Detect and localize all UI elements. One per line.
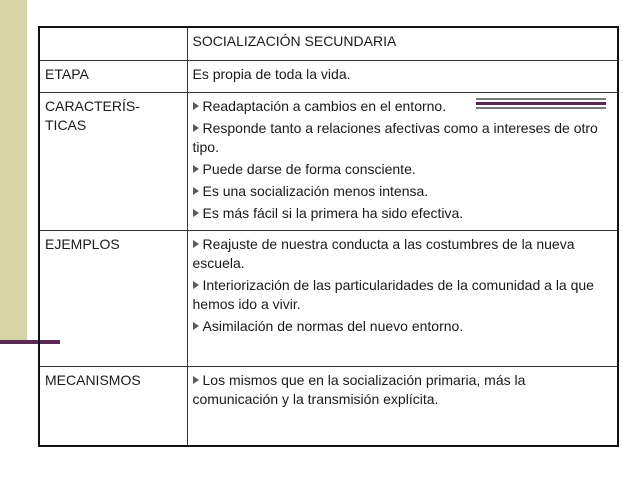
- triangle-bullet-icon: [193, 187, 199, 195]
- row-text-etapa: Es propia de toda la vida.: [187, 61, 618, 93]
- row-label-caracteristicas: [39, 93, 187, 231]
- table-row-ejemplos: [39, 231, 618, 367]
- list-item-text: Los mismos que en la socialización primaria, más la comunicación y la transmisión explícita.: [192, 372, 526, 407]
- list-item: [193, 276, 613, 314]
- label-text: CARACTERÍS- TICAS: [45, 98, 140, 133]
- list-item: [193, 119, 613, 157]
- list-item-text: Responde tanto a relaciones afectivas como a intereses de otro tipo.: [192, 120, 598, 155]
- triangle-bullet-icon: [193, 240, 199, 248]
- list-item-text: Readaptación a cambios en el entorno.: [202, 98, 447, 114]
- table-row-etapa: [39, 61, 618, 93]
- list-item: [193, 204, 613, 223]
- list-item: [193, 371, 613, 409]
- list-item-text: Reajuste de nuestra conducta a las costumbres de la nueva escuela.: [192, 236, 575, 271]
- header-empty-cell: [39, 27, 187, 61]
- row-label-mecanismos: MECANISMOS: [39, 367, 187, 447]
- row-label-ejemplos: EJEMPLOS: [39, 231, 187, 367]
- triangle-bullet-icon: [193, 124, 199, 132]
- list-item: [193, 317, 613, 336]
- decorative-strikethrough-lines: [476, 98, 606, 110]
- row-label-etapa: ETAPA: [39, 61, 187, 93]
- list-item: [193, 182, 613, 201]
- table-header-row: [39, 27, 618, 61]
- decorative-line: [476, 102, 606, 105]
- list-item-text: Asimilación de normas del nuevo entorno.: [202, 318, 464, 334]
- triangle-bullet-icon: [193, 376, 199, 384]
- table-row-mecanismos: [39, 367, 618, 447]
- list-item-text: Es una socialización menos intensa.: [202, 183, 429, 199]
- list-item-text: Interiorización de las particularidades de la comunidad a la que hemos ido a vivir.: [192, 277, 594, 312]
- triangle-bullet-icon: [193, 322, 199, 330]
- side-accent-bar: [0, 0, 27, 342]
- table-row-caracteristicas: [39, 93, 618, 231]
- list-item-text: Puede darse de forma consciente.: [202, 161, 416, 177]
- list-item: [193, 160, 613, 179]
- row-items-ejemplos: [187, 231, 618, 367]
- triangle-bullet-icon: [193, 209, 199, 217]
- row-items-caracteristicas: [187, 93, 618, 231]
- list-item: [193, 235, 613, 273]
- list-item-text: Es más fácil si la primera ha sido efectiva.: [202, 205, 464, 221]
- triangle-bullet-icon: [193, 102, 199, 110]
- row-items-mecanismos: [187, 367, 618, 447]
- socializacion-table: [38, 26, 619, 447]
- triangle-bullet-icon: [193, 165, 199, 173]
- decorative-line: [476, 98, 606, 100]
- triangle-bullet-icon: [193, 281, 199, 289]
- header-title-cell: SOCIALIZACIÓN SECUNDARIA: [187, 27, 618, 61]
- decorative-line: [476, 107, 606, 109]
